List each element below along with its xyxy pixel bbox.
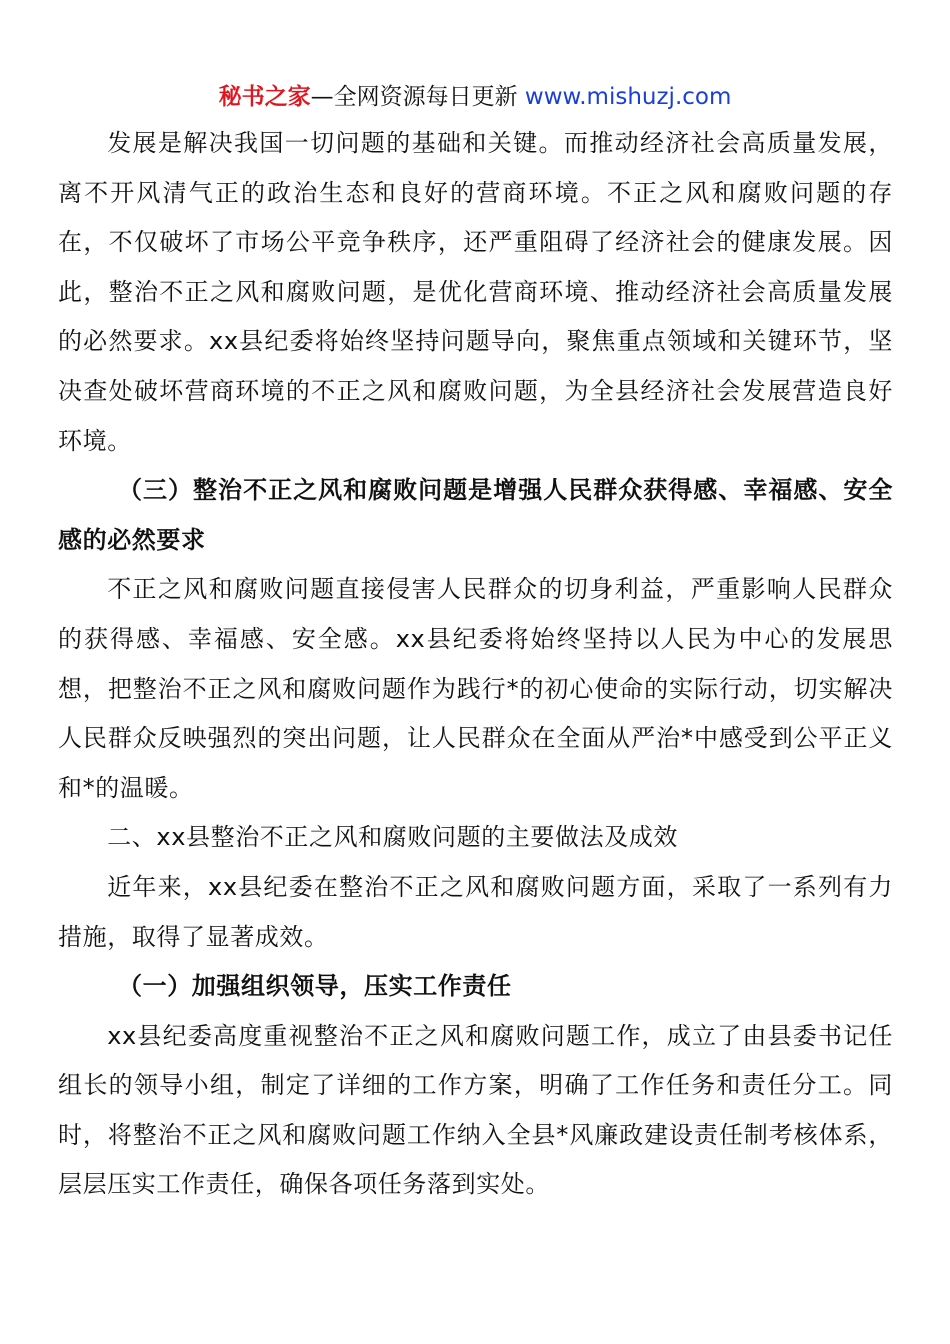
- section-heading: （三）整治不正之风和腐败问题是增强人民群众获得感、幸福感、安全感的必然要求: [58, 476, 893, 554]
- paragraph: 不正之风和腐败问题直接侵害人民群众的切身利益，严重影响人民群众的获得感、幸福感、安全感。xx县纪委将始终坚持以人民为中心的发展思想，把整治不正之风和腐败问题作为践行*的初心使命的实际行动，切实解决人民群众反映强烈的突出问题，让人民群众在全面从严治*中感受到公平正义和*的温暖。: [58, 575, 893, 802]
- section-heading: （一）加强组织领导，压实工作责任: [118, 972, 512, 1001]
- paragraph: xx县纪委高度重视整治不正之风和腐败问题工作，成立了由县委书记任组长的领导小组，制定了详细的工作方案，明确了工作任务和责任分工。同时，将整治不正之风和腐败问题工作纳入全县*风廉政建设责任制考核体系，层层压实工作责任，确保各项任务落到实处。: [58, 1021, 893, 1199]
- section-title: 二、xx县整治不正之风和腐败问题的主要做法及成效: [107, 823, 678, 852]
- site-brand: 秘书之家: [218, 84, 311, 110]
- site-header: [0, 80, 950, 114]
- site-slogan: —全网资源每日更新: [310, 84, 518, 110]
- paragraph: 近年来，xx县纪委在整治不正之风和腐败问题方面，采取了一系列有力措施，取得了显著成效。: [58, 872, 893, 951]
- site-url-link[interactable]: www.mishuzj.com: [524, 84, 732, 110]
- document-body: [58, 119, 893, 1210]
- paragraph: 发展是解决我国一切问题的基础和关键。而推动经济社会高质量发展，离不开风清气正的政治生态和良好的营商环境。不正之风和腐败问题的存在，不仅破坏了市场公平竞争秩序，还严重阻碍了经济社会的健康发展。因此，整治不正之风和腐败问题，是优化营商环境、推动经济社会高质量发展的必然要求。xx县纪委将始终坚持问题导向，聚焦重点领域和关键环节，坚决查处破坏营商环境的不正之风和腐败问题，为全县经济社会发展营造良好环境。: [58, 129, 893, 455]
